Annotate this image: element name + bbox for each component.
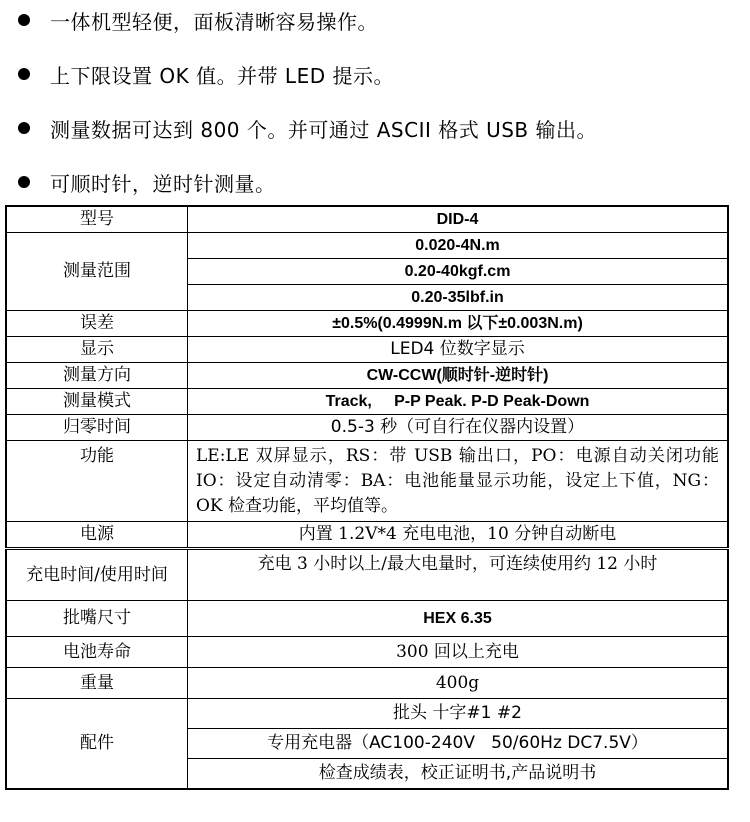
table-row: [6, 668, 728, 699]
row-value: 0.5-3 秒（可自行在仪器内设置）: [188, 415, 729, 441]
table-row: [6, 601, 728, 637]
row-label: 测量方向: [6, 363, 188, 389]
bullet-dot-icon: [18, 122, 30, 134]
row-value: 0.020-4N.m: [188, 233, 729, 259]
feature-text: 上下限设置 OK 值。并带 LED 提示。: [50, 63, 394, 88]
table-row: [6, 699, 728, 729]
row-label: 归零时间: [6, 415, 188, 441]
table-row: [6, 415, 728, 441]
row-value: HEX 6.35: [188, 601, 729, 637]
feature-item: [18, 167, 276, 197]
row-label: 测量模式: [6, 389, 188, 415]
table-row: [6, 389, 728, 415]
table-row: [6, 363, 728, 389]
table-row: [6, 441, 728, 522]
table-row: [6, 337, 728, 363]
row-label: 误差: [6, 311, 188, 337]
row-label: 配件: [6, 699, 188, 789]
row-value: ±0.5%(0.4999N.m 以下±0.003N.m): [188, 311, 729, 337]
feature-text: 测量数据可达到 800 个。并可通过 ASCII 格式 USB 输出。: [50, 117, 598, 142]
row-label: 充电时间/使用时间: [6, 549, 188, 601]
feature-item: [18, 5, 378, 35]
row-label: 电池寿命: [6, 637, 188, 668]
row-value: CW-CCW(顺时针-逆时针): [188, 363, 729, 389]
row-value: LED4 位数字显示: [188, 337, 729, 363]
row-value: 0.20-40kgf.cm: [188, 259, 729, 285]
row-label: 型号: [6, 206, 188, 233]
row-value: DID-4: [188, 206, 729, 233]
row-value: 专用充电器（AC100-240V 50/60Hz DC7.5V）: [188, 729, 729, 759]
row-label: 批嘴尺寸: [6, 601, 188, 637]
feature-text: 一体机型轻便，面板清晰容易操作。: [50, 9, 378, 34]
row-value: 充电 3 小时以上/最大电量时，可连续使用约 12 小时: [188, 549, 729, 601]
row-value: Track, P-P Peak. P-D Peak-Down: [188, 389, 729, 415]
table-row: [6, 549, 728, 601]
row-value: LE:LE 双屏显示，RS：带 USB 输出口，PO：电源自动关闭功能 IO：设定自动清零：BA：电池能量显示功能，设定上下值，NG：OK 检查功能，平均值等。: [188, 441, 729, 522]
bullet-dot-icon: [18, 176, 30, 188]
feature-item: [18, 59, 394, 89]
table-row: [6, 233, 728, 259]
row-label: 功能: [6, 441, 188, 522]
table-row: [6, 311, 728, 337]
row-value: 300 回以上充电: [188, 637, 729, 668]
table-row: [6, 206, 728, 233]
feature-text: 可顺时针，逆时针测量。: [50, 171, 276, 196]
row-value: 批头 十字#1 #2: [188, 699, 729, 729]
row-label: 重量: [6, 668, 188, 699]
table-row: [6, 522, 728, 549]
row-label: 电源: [6, 522, 188, 549]
bullet-dot-icon: [18, 14, 30, 26]
row-label: 显示: [6, 337, 188, 363]
row-value: 检查成绩表，校正证明书,产品说明书: [188, 759, 729, 789]
feature-item: [18, 113, 597, 143]
bullet-dot-icon: [18, 68, 30, 80]
table-row: [6, 637, 728, 668]
row-value: 0.20-35lbf.in: [188, 285, 729, 311]
row-value: 400g: [188, 668, 729, 699]
spec-table: [5, 205, 729, 790]
row-value: 内置 1.2V*4 充电电池，10 分钟自动断电: [188, 522, 729, 549]
row-label: 测量范围: [6, 233, 188, 311]
